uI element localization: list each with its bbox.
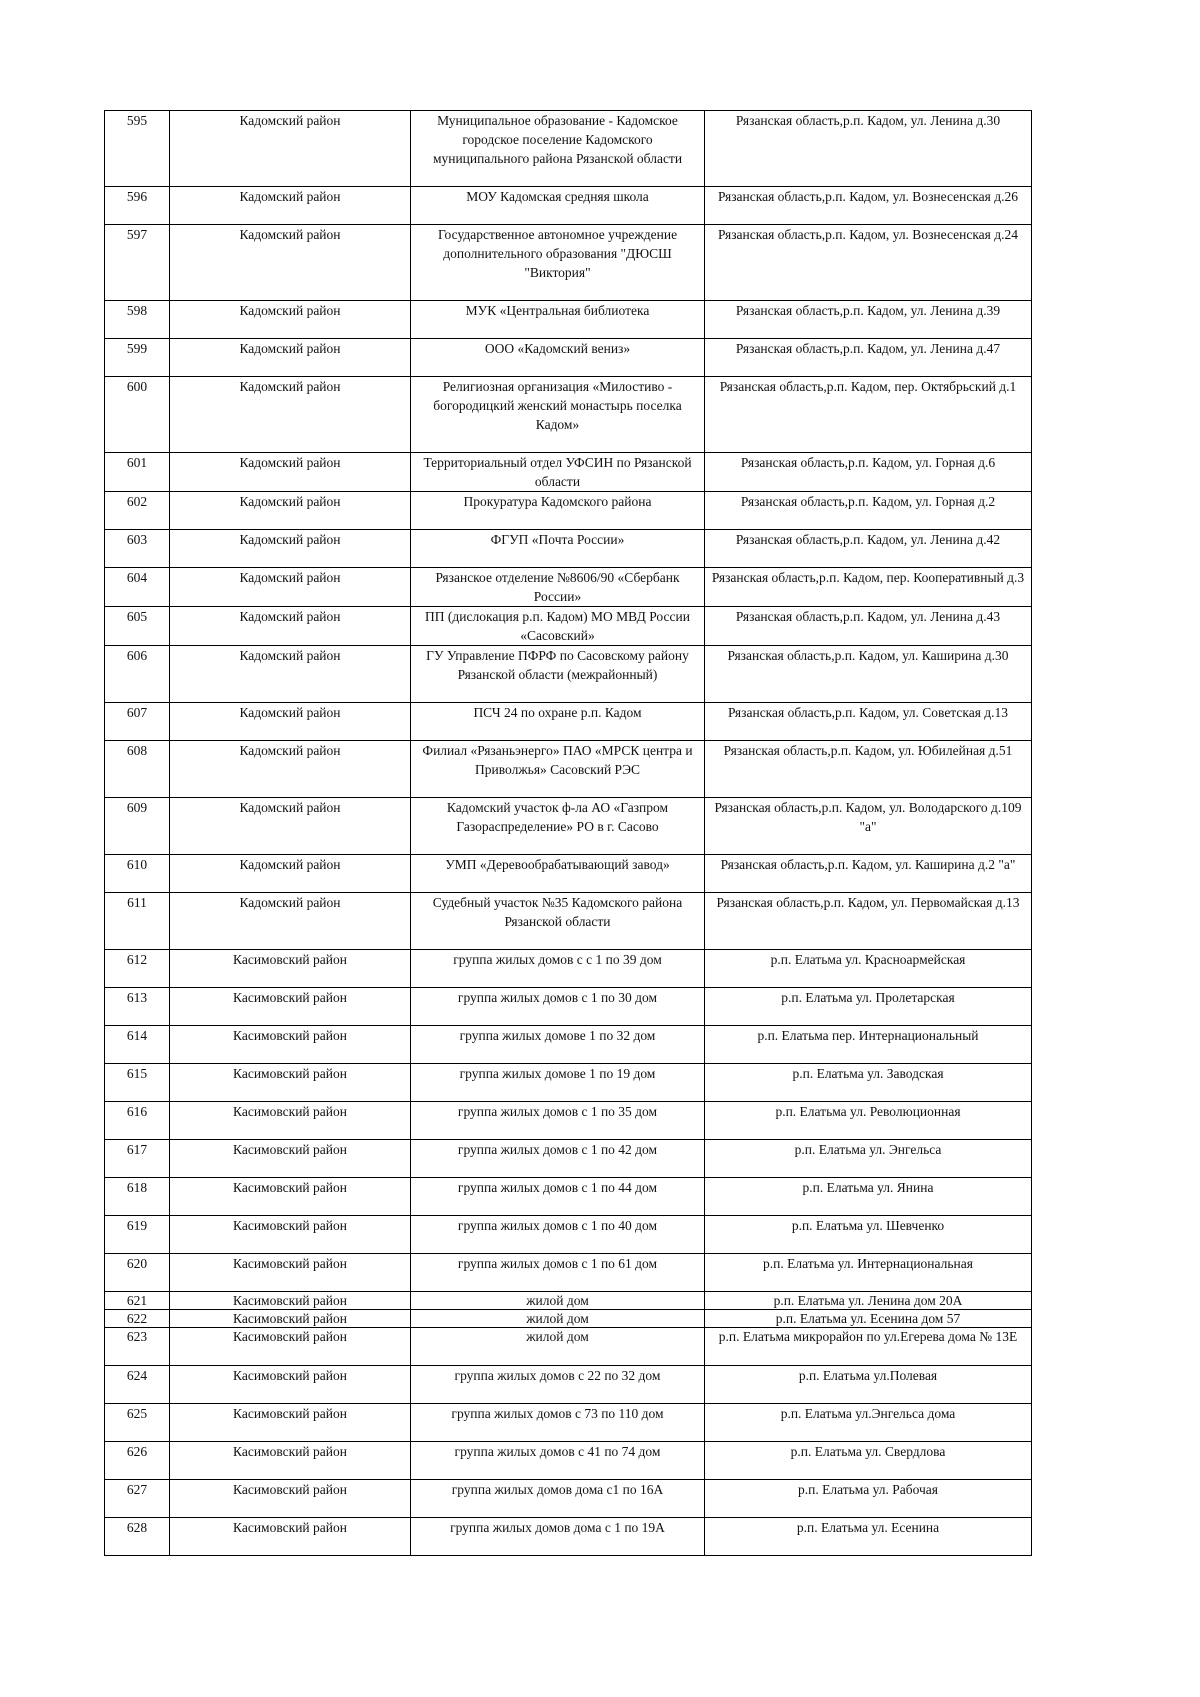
organization-cell: УМП «Деревообрабатывающий завод» bbox=[411, 855, 705, 893]
district-cell: Кадомский район bbox=[170, 646, 411, 703]
table-row bbox=[105, 187, 1032, 225]
table-row bbox=[105, 1328, 1032, 1366]
district-cell: Касимовский район bbox=[170, 1310, 411, 1328]
table-row bbox=[105, 950, 1032, 988]
row-number: 615 bbox=[105, 1064, 170, 1102]
row-number: 608 bbox=[105, 741, 170, 798]
district-cell: Кадомский район bbox=[170, 187, 411, 225]
table-row bbox=[105, 1140, 1032, 1178]
district-cell: Касимовский район bbox=[170, 1064, 411, 1102]
district-cell: Касимовский район bbox=[170, 1102, 411, 1140]
organization-cell: группа жилых домов с 73 по 110 дом bbox=[411, 1404, 705, 1442]
table-row bbox=[105, 1404, 1032, 1442]
organization-cell: группа жилых домов с 1 по 42 дом bbox=[411, 1140, 705, 1178]
address-cell: р.п. Елатьма ул. Заводская bbox=[705, 1064, 1032, 1102]
row-number: 609 bbox=[105, 798, 170, 855]
organization-cell: группа жилых домов с 1 по 61 дом bbox=[411, 1254, 705, 1292]
district-cell: Касимовский район bbox=[170, 1442, 411, 1480]
address-cell: р.п. Елатьма ул.Энгельса дома bbox=[705, 1404, 1032, 1442]
organization-cell: группа жилых домов с с 1 по 39 дом bbox=[411, 950, 705, 988]
organization-cell: группа жилых домове 1 по 19 дом bbox=[411, 1064, 705, 1102]
table-row bbox=[105, 530, 1032, 568]
row-number: 600 bbox=[105, 377, 170, 453]
district-cell: Касимовский район bbox=[170, 1178, 411, 1216]
table-row bbox=[105, 301, 1032, 339]
row-number: 598 bbox=[105, 301, 170, 339]
address-cell: Рязанская область,р.п. Кадом, ул. Ленина д.43 bbox=[705, 607, 1032, 646]
address-cell: Рязанская область,р.п. Кадом, ул. Первомайская д.13 bbox=[705, 893, 1032, 950]
table-row bbox=[105, 1026, 1032, 1064]
district-cell: Кадомский район bbox=[170, 453, 411, 492]
district-cell: Кадомский район bbox=[170, 798, 411, 855]
district-cell: Кадомский район bbox=[170, 530, 411, 568]
district-cell: Касимовский район bbox=[170, 1366, 411, 1404]
organization-cell: Территориальный отдел УФСИН по Рязанской области bbox=[411, 453, 705, 492]
table-row bbox=[105, 741, 1032, 798]
address-cell: р.п. Елатьма ул. Пролетарская bbox=[705, 988, 1032, 1026]
organization-cell: МОУ Кадомская средняя школа bbox=[411, 187, 705, 225]
organization-cell: группа жилых домов с 41 по 74 дом bbox=[411, 1442, 705, 1480]
address-cell: Рязанская область,р.п. Кадом, ул. Ленина д.47 bbox=[705, 339, 1032, 377]
district-cell: Касимовский район bbox=[170, 1518, 411, 1556]
address-cell: Рязанская область,р.п. Кадом, пер. Октябрьский д.1 bbox=[705, 377, 1032, 453]
organization-cell: группа жилых домов с 1 по 44 дом bbox=[411, 1178, 705, 1216]
organization-cell: группа жилых домов с 1 по 35 дом bbox=[411, 1102, 705, 1140]
organization-cell: жилой дом bbox=[411, 1328, 705, 1366]
address-cell: р.п. Елатьма ул. Рабочая bbox=[705, 1480, 1032, 1518]
address-cell: Рязанская область,р.п. Кадом, ул. Володарского д.109 "а" bbox=[705, 798, 1032, 855]
organization-cell: Кадомский участок ф-ла АО «Газпром Газораспределение» РО в г. Сасово bbox=[411, 798, 705, 855]
row-number: 619 bbox=[105, 1216, 170, 1254]
organization-cell: Религиозная организация «Милостиво - богородицкий женский монастырь поселка Кадом» bbox=[411, 377, 705, 453]
address-cell: Рязанская область,р.п. Кадом, пер. Кооперативный д.3 bbox=[705, 568, 1032, 607]
district-cell: Касимовский район bbox=[170, 1292, 411, 1310]
row-number: 620 bbox=[105, 1254, 170, 1292]
address-cell: р.п. Елатьма микрорайон по ул.Егерева дома № 13Е bbox=[705, 1328, 1032, 1366]
address-cell: Рязанская область,р.п. Кадом, ул. Горная д.6 bbox=[705, 453, 1032, 492]
organization-cell: Государственное автономное учреждение дополнительного образования "ДЮСШ "Виктория" bbox=[411, 225, 705, 301]
address-cell: Рязанская область,р.п. Кадом, ул. Ленина д.42 bbox=[705, 530, 1032, 568]
table-row bbox=[105, 607, 1032, 646]
district-cell: Кадомский район bbox=[170, 607, 411, 646]
address-cell: р.п. Елатьма ул. Интернациональная bbox=[705, 1254, 1032, 1292]
district-cell: Кадомский район bbox=[170, 893, 411, 950]
table-row bbox=[105, 1518, 1032, 1556]
row-number: 626 bbox=[105, 1442, 170, 1480]
row-number: 621 bbox=[105, 1292, 170, 1310]
address-cell: Рязанская область,р.п. Кадом, ул. Вознесенская д.26 bbox=[705, 187, 1032, 225]
district-cell: Кадомский район bbox=[170, 377, 411, 453]
district-cell: Касимовский район bbox=[170, 1216, 411, 1254]
table-body bbox=[105, 111, 1032, 1556]
objects-table bbox=[104, 110, 1032, 1556]
district-cell: Касимовский район bbox=[170, 1254, 411, 1292]
address-cell: Рязанская область,р.п. Кадом, ул. Советская д.13 bbox=[705, 703, 1032, 741]
row-number: 596 bbox=[105, 187, 170, 225]
address-cell: Рязанская область,р.п. Кадом, ул. Ленина д.39 bbox=[705, 301, 1032, 339]
table-row bbox=[105, 492, 1032, 530]
district-cell: Касимовский район bbox=[170, 1404, 411, 1442]
district-cell: Касимовский район bbox=[170, 1480, 411, 1518]
table-row bbox=[105, 111, 1032, 187]
table-row bbox=[105, 855, 1032, 893]
table-row bbox=[105, 225, 1032, 301]
table-row bbox=[105, 1102, 1032, 1140]
row-number: 601 bbox=[105, 453, 170, 492]
row-number: 605 bbox=[105, 607, 170, 646]
table-row bbox=[105, 703, 1032, 741]
table-row bbox=[105, 1310, 1032, 1328]
row-number: 617 bbox=[105, 1140, 170, 1178]
organization-cell: группа жилых домов с 1 по 40 дом bbox=[411, 1216, 705, 1254]
row-number: 611 bbox=[105, 893, 170, 950]
table-row bbox=[105, 1480, 1032, 1518]
table-row bbox=[105, 568, 1032, 607]
address-cell: р.п. Елатьма ул. Энгельса bbox=[705, 1140, 1032, 1178]
district-cell: Кадомский район bbox=[170, 855, 411, 893]
organization-cell: группа жилых домов с 1 по 30 дом bbox=[411, 988, 705, 1026]
address-cell: Рязанская область,р.п. Кадом, ул. Юбилейная д.51 bbox=[705, 741, 1032, 798]
table-row bbox=[105, 893, 1032, 950]
organization-cell: жилой дом bbox=[411, 1292, 705, 1310]
address-cell: Рязанская область,р.п. Кадом, ул. Ленина д.30 bbox=[705, 111, 1032, 187]
district-cell: Касимовский район bbox=[170, 1026, 411, 1064]
organization-cell: жилой дом bbox=[411, 1310, 705, 1328]
table-row bbox=[105, 1366, 1032, 1404]
address-cell: р.п. Елатьма ул. Революционная bbox=[705, 1102, 1032, 1140]
table-row bbox=[105, 1254, 1032, 1292]
table-row bbox=[105, 339, 1032, 377]
row-number: 614 bbox=[105, 1026, 170, 1064]
row-number: 612 bbox=[105, 950, 170, 988]
district-cell: Кадомский район bbox=[170, 225, 411, 301]
address-cell: р.п. Елатьма ул.Полевая bbox=[705, 1366, 1032, 1404]
organization-cell: группа жилых домове 1 по 32 дом bbox=[411, 1026, 705, 1064]
district-cell: Кадомский район bbox=[170, 492, 411, 530]
table-row bbox=[105, 377, 1032, 453]
table-row bbox=[105, 1442, 1032, 1480]
organization-cell: группа жилых домов с 22 по 32 дом bbox=[411, 1366, 705, 1404]
table-row bbox=[105, 798, 1032, 855]
table-row bbox=[105, 1216, 1032, 1254]
address-cell: р.п. Елатьма ул. Свердлова bbox=[705, 1442, 1032, 1480]
address-cell: Рязанская область,р.п. Кадом, ул. Вознесенская д.24 bbox=[705, 225, 1032, 301]
row-number: 603 bbox=[105, 530, 170, 568]
row-number: 628 bbox=[105, 1518, 170, 1556]
organization-cell: Судебный участок №35 Кадомского района Рязанской области bbox=[411, 893, 705, 950]
district-cell: Кадомский район bbox=[170, 568, 411, 607]
district-cell: Касимовский район bbox=[170, 1140, 411, 1178]
row-number: 602 bbox=[105, 492, 170, 530]
organization-cell: МУК «Центральная библиотека bbox=[411, 301, 705, 339]
row-number: 613 bbox=[105, 988, 170, 1026]
row-number: 599 bbox=[105, 339, 170, 377]
address-cell: р.п. Елатьма ул. Красноармейская bbox=[705, 950, 1032, 988]
table-row bbox=[105, 1292, 1032, 1310]
organization-cell: ООО «Кадомский вениз» bbox=[411, 339, 705, 377]
district-cell: Кадомский район bbox=[170, 301, 411, 339]
address-cell: р.п. Елатьма ул. Есенина bbox=[705, 1518, 1032, 1556]
table-row bbox=[105, 1178, 1032, 1216]
row-number: 625 bbox=[105, 1404, 170, 1442]
table-row bbox=[105, 1064, 1032, 1102]
row-number: 604 bbox=[105, 568, 170, 607]
address-cell: Рязанская область,р.п. Кадом, ул. Каширина д.30 bbox=[705, 646, 1032, 703]
row-number: 623 bbox=[105, 1328, 170, 1366]
organization-cell: Филиал «Рязаньэнерго» ПАО «МРСК центра и Приволжья» Сасовский РЭС bbox=[411, 741, 705, 798]
organization-cell: группа жилых домов дома с 1 по 19А bbox=[411, 1518, 705, 1556]
address-cell: р.п. Елатьма ул. Шевченко bbox=[705, 1216, 1032, 1254]
row-number: 627 bbox=[105, 1480, 170, 1518]
address-cell: р.п. Елатьма пер. Интернациональный bbox=[705, 1026, 1032, 1064]
district-cell: Кадомский район bbox=[170, 703, 411, 741]
row-number: 616 bbox=[105, 1102, 170, 1140]
district-cell: Касимовский район bbox=[170, 1328, 411, 1366]
row-number: 618 bbox=[105, 1178, 170, 1216]
row-number: 624 bbox=[105, 1366, 170, 1404]
organization-cell: ПСЧ 24 по охране р.п. Кадом bbox=[411, 703, 705, 741]
address-cell: р.п. Елатьма ул. Есенина дом 57 bbox=[705, 1310, 1032, 1328]
row-number: 607 bbox=[105, 703, 170, 741]
district-cell: Кадомский район bbox=[170, 111, 411, 187]
row-number: 595 bbox=[105, 111, 170, 187]
address-cell: Рязанская область,р.п. Кадом, ул. Горная д.2 bbox=[705, 492, 1032, 530]
organization-cell: ГУ Управление ПФРФ по Сасовскому району Рязанской области (межрайонный) bbox=[411, 646, 705, 703]
district-cell: Кадомский район bbox=[170, 339, 411, 377]
address-cell: Рязанская область,р.п. Кадом, ул. Каширина д.2 "а" bbox=[705, 855, 1032, 893]
organization-cell: группа жилых домов дома с1 по 16А bbox=[411, 1480, 705, 1518]
district-cell: Касимовский район bbox=[170, 988, 411, 1026]
row-number: 606 bbox=[105, 646, 170, 703]
table-row bbox=[105, 453, 1032, 492]
district-cell: Кадомский район bbox=[170, 741, 411, 798]
organization-cell: Прокуратура Кадомского района bbox=[411, 492, 705, 530]
organization-cell: Рязанское отделение №8606/90 «Сбербанк России» bbox=[411, 568, 705, 607]
organization-cell: ФГУП «Почта России» bbox=[411, 530, 705, 568]
organization-cell: Муниципальное образование - Кадомское городское поселение Кадомского муниципального района Рязанской области bbox=[411, 111, 705, 187]
district-cell: Касимовский район bbox=[170, 950, 411, 988]
table-row bbox=[105, 646, 1032, 703]
table-row bbox=[105, 988, 1032, 1026]
organization-cell: ПП (дислокация р.п. Кадом) МО МВД России «Сасовский» bbox=[411, 607, 705, 646]
address-cell: р.п. Елатьма ул. Янина bbox=[705, 1178, 1032, 1216]
row-number: 610 bbox=[105, 855, 170, 893]
row-number: 597 bbox=[105, 225, 170, 301]
row-number: 622 bbox=[105, 1310, 170, 1328]
address-cell: р.п. Елатьма ул. Ленина дом 20А bbox=[705, 1292, 1032, 1310]
